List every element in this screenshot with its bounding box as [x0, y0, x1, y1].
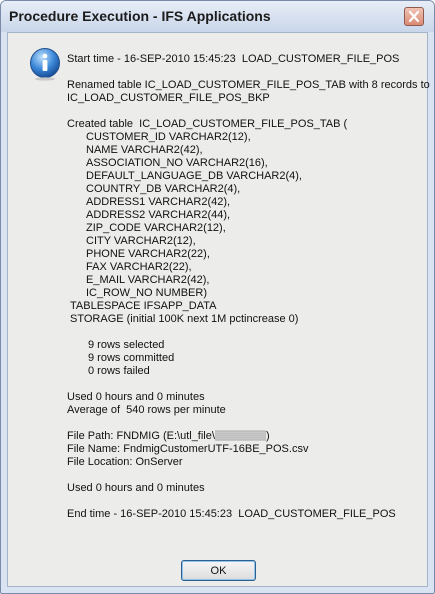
column-def: COUNTRY_DB VARCHAR2(4),: [86, 183, 241, 195]
rows-committed: 9 rows committed: [88, 352, 175, 364]
file-path-line: [67, 430, 419, 443]
rows-selected: 9 rows selected: [88, 339, 165, 351]
file-path-prefix: File Path: FNDMIG (E:\utl_file\: [67, 430, 215, 442]
start-time-line: Start time - 16-SEP-2010 15:45:23 LOAD_CUSTOMER_FILE_POS: [67, 53, 400, 65]
column-def: E_MAIL VARCHAR2(42),: [86, 274, 210, 286]
renamed-line-1: Renamed table IC_LOAD_CUSTOMER_FILE_POS_TAB with 8 records to: [67, 79, 430, 91]
column-def: ASSOCIATION_NO VARCHAR2(16),: [86, 157, 268, 169]
column-def: DEFAULT_LANGUAGE_DB VARCHAR2(4),: [86, 170, 302, 182]
file-path-suffix: ): [265, 430, 270, 442]
column-def: FAX VARCHAR2(22),: [86, 261, 192, 273]
column-def: IC_ROW_NO NUMBER): [86, 287, 208, 299]
renamed-line-2: IC_LOAD_CUSTOMER_FILE_POS_BKP: [67, 92, 270, 104]
rows-failed: 0 rows failed: [88, 365, 150, 377]
file-name-line: File Name: FndmigCustomerUTF-16BE_POS.csv: [67, 443, 309, 455]
close-button[interactable]: [404, 7, 424, 26]
info-icon: [28, 47, 62, 81]
window-title: Procedure Execution - IFS Applications: [9, 8, 271, 24]
created-table-line: Created table IC_LOAD_CUSTOMER_FILE_POS_TAB (: [67, 118, 348, 130]
column-def: CITY VARCHAR2(12),: [86, 235, 196, 247]
column-def: CUSTOMER_ID VARCHAR2(12),: [86, 131, 251, 143]
title-bar[interactable]: [1, 1, 434, 32]
column-def: PHONE VARCHAR2(22),: [86, 248, 210, 260]
column-def: ADDRESS2 VARCHAR2(44),: [86, 209, 231, 221]
storage-line: STORAGE (initial 100K next 1M pctincrease 0): [70, 313, 299, 325]
tablespace-line: TABLESPACE IFSAPP_DATA: [70, 300, 217, 312]
column-def: ZIP_CODE VARCHAR2(12),: [86, 222, 226, 234]
end-time-line: End time - 16-SEP-2010 15:45:23 LOAD_CUSTOMER_FILE_POS: [67, 508, 396, 520]
column-def: ADDRESS1 VARCHAR2(42),: [86, 196, 231, 208]
elapsed-time-line-2: Used 0 hours and 0 minutes: [67, 482, 205, 494]
elapsed-time-line: Used 0 hours and 0 minutes: [67, 391, 205, 403]
ok-button[interactable]: OK: [181, 560, 256, 581]
average-rate-line: Average of 540 rows per minute: [67, 404, 226, 416]
dialog-content: [7, 32, 428, 587]
column-def: NAME VARCHAR2(42),: [86, 144, 203, 156]
file-location-line: File Location: OnServer: [67, 456, 183, 468]
redacted-block: [215, 430, 266, 441]
close-icon: [409, 11, 419, 22]
message-text: [67, 53, 430, 521]
